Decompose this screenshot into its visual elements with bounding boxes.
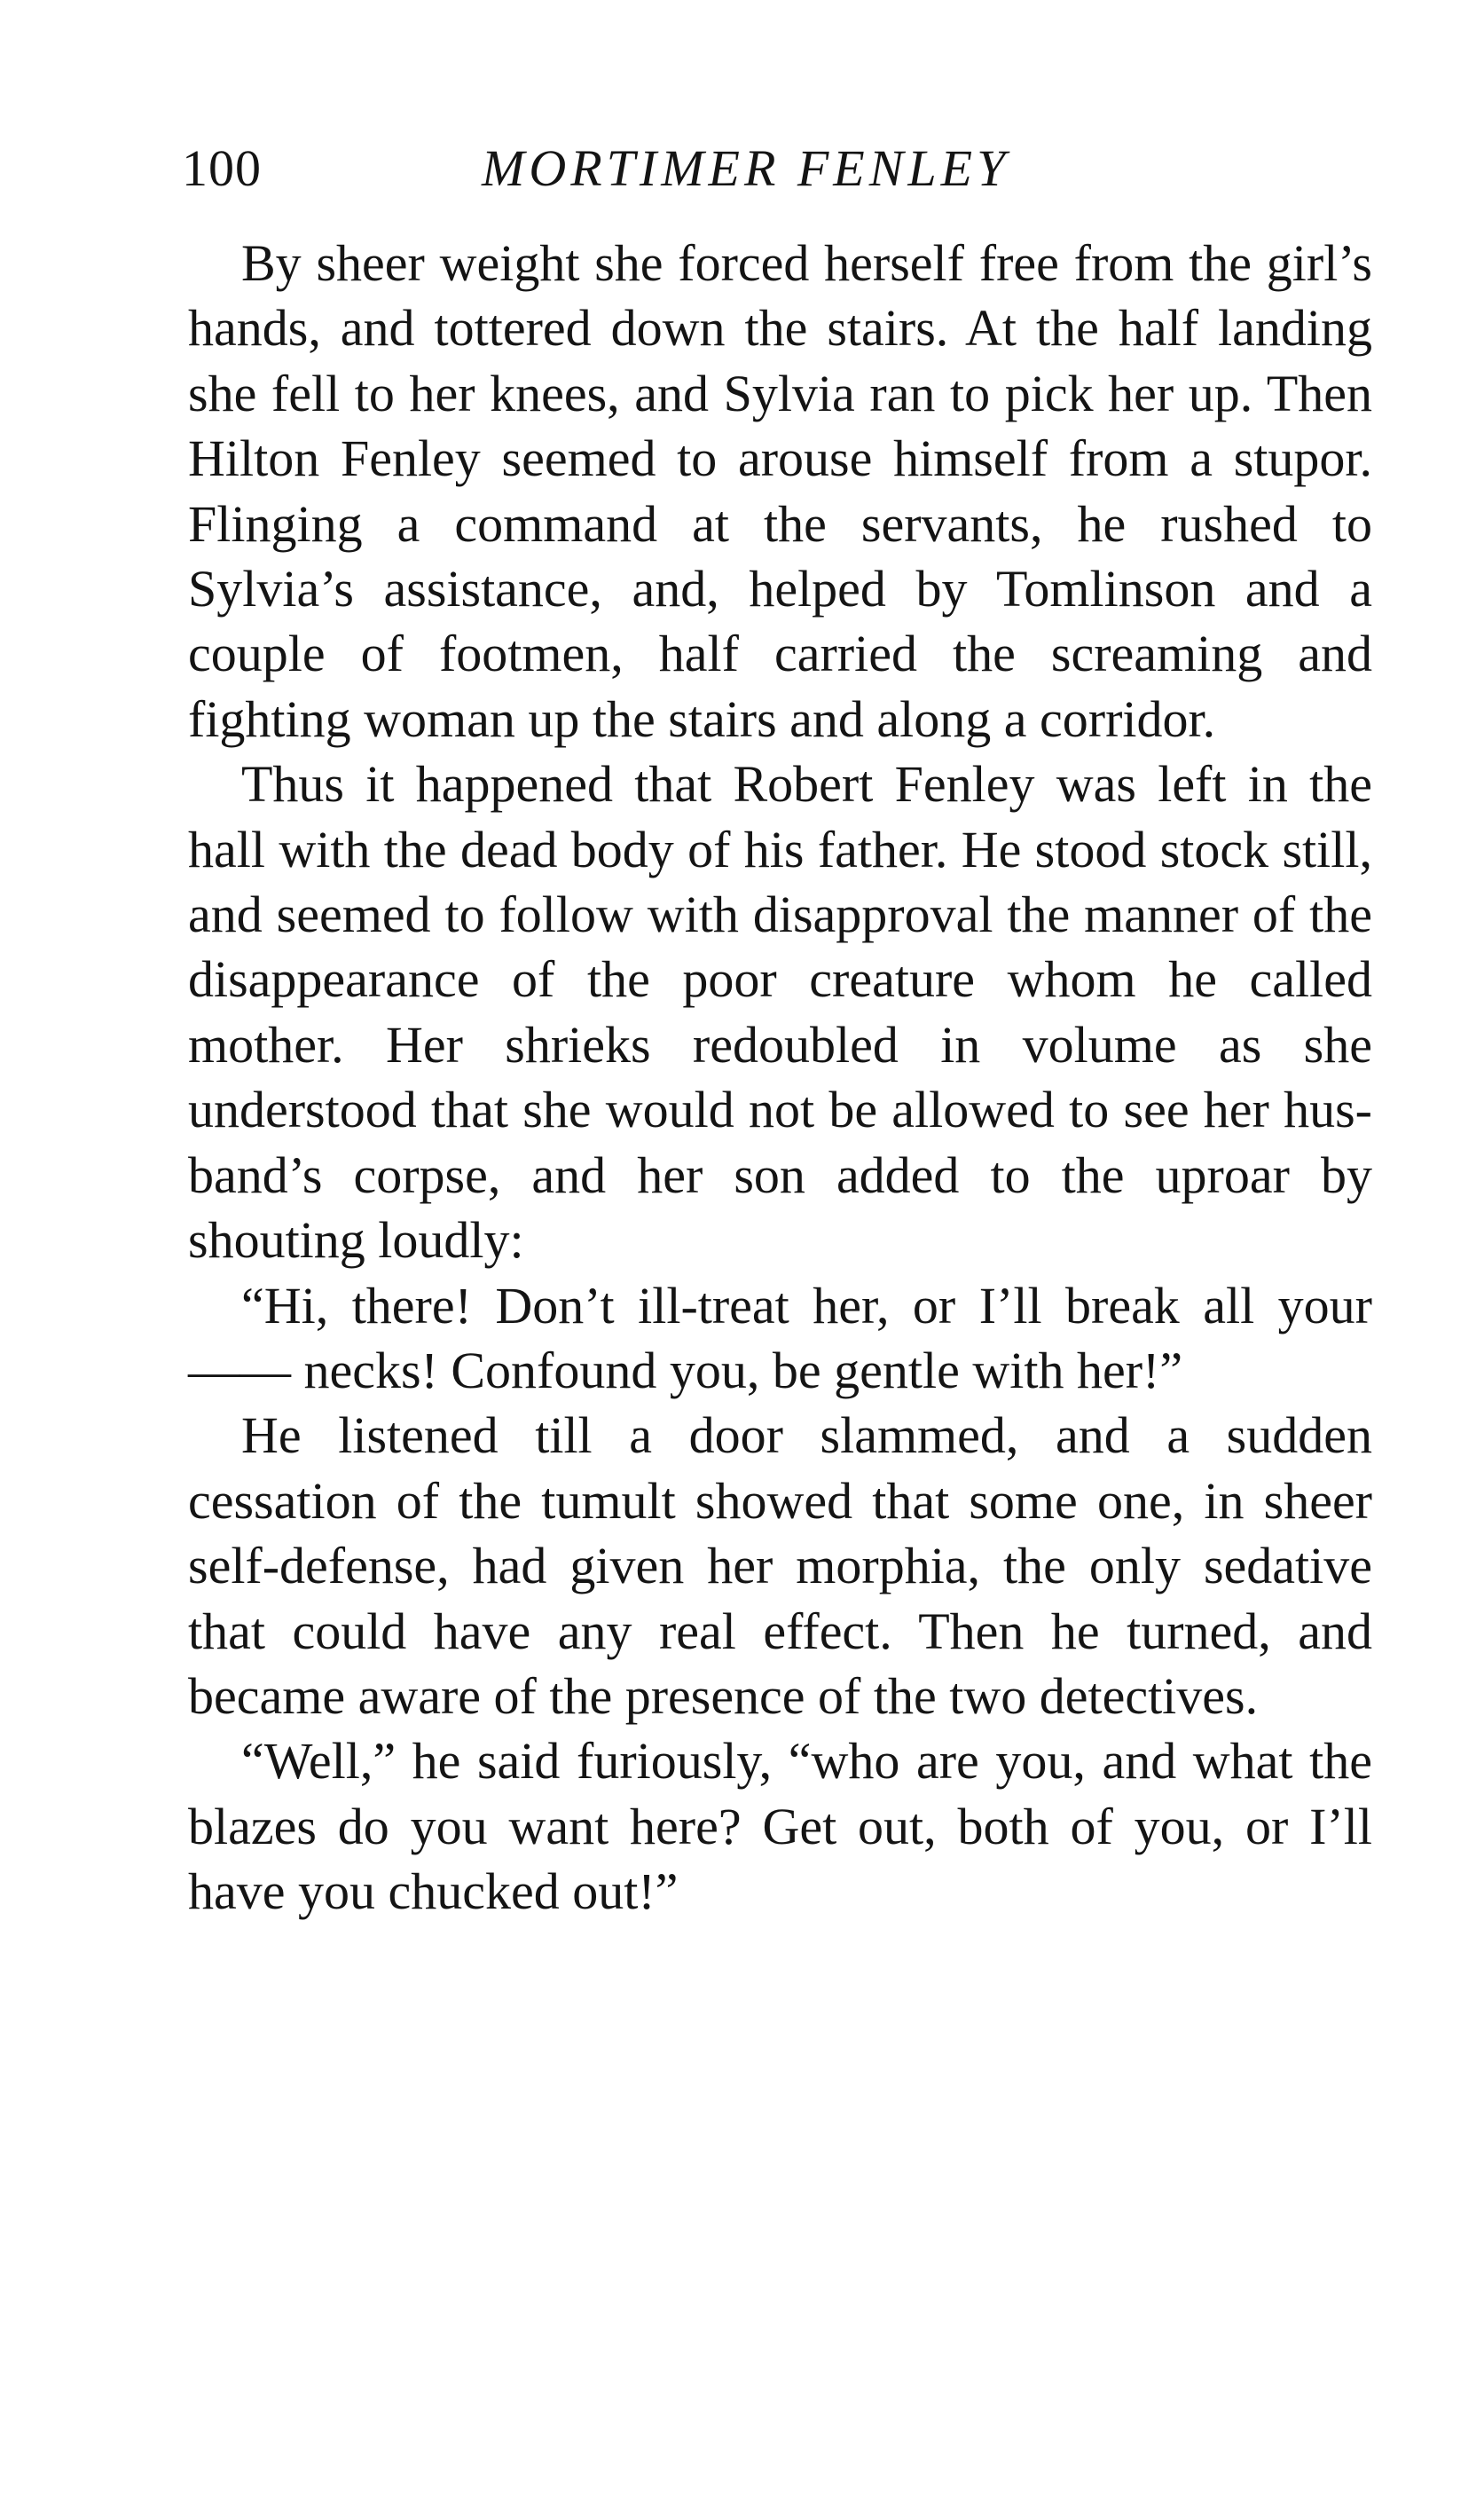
paragraph: “Well,” he said furiously, “who are you, and what the blazes do you want here? Get out, both of you, or I’ll have you chucked out!” (188, 1732, 1372, 1921)
paragraph: By sheer weight she forced herself free from the girl’s hands, and tottered down the stairs. At the half landing she fell to her knees, and Sylvia ran to pick her up. Then Hilton Fenley seemed to arouse himself from a stupor. Flinging a command at the servants, he rushed to Sylvia’s assistance, and, helped by Tomlinson and a couple of footmen, half carried the screaming and fighting woman up the stairs and along a corridor. (188, 234, 1372, 748)
body-text (188, 231, 1372, 1925)
book-title: MORTIMER FENLEY (482, 139, 1010, 197)
page-number: 100 (182, 139, 262, 197)
paragraph: He listened till a door slammed, and a sudden cessation of the tumult showed that some one, in sheer self-defense, had given her morphia, the only sedative that could have any real effect. Then he turned, and became aware of the presence of the two detectives. (188, 1406, 1372, 1725)
paragraph: “Hi, there! Don’t ill-treat her, or I’ll break all your —— necks! Confound you, be gentle with her!” (188, 1276, 1372, 1399)
running-head (182, 133, 1370, 204)
paragraph: Thus it happened that Robert Fenley was left in the hall with the dead body of his father. He stood stock still, and seemed to follow with disapproval the manner of the disappearance of the poor creature whom he called mother. Her shrieks redoubled in volume as she understood that she would not be allowed to see her husband’s corpse, and her son added to the uproar by shouting loudly: (188, 755, 1372, 1270)
